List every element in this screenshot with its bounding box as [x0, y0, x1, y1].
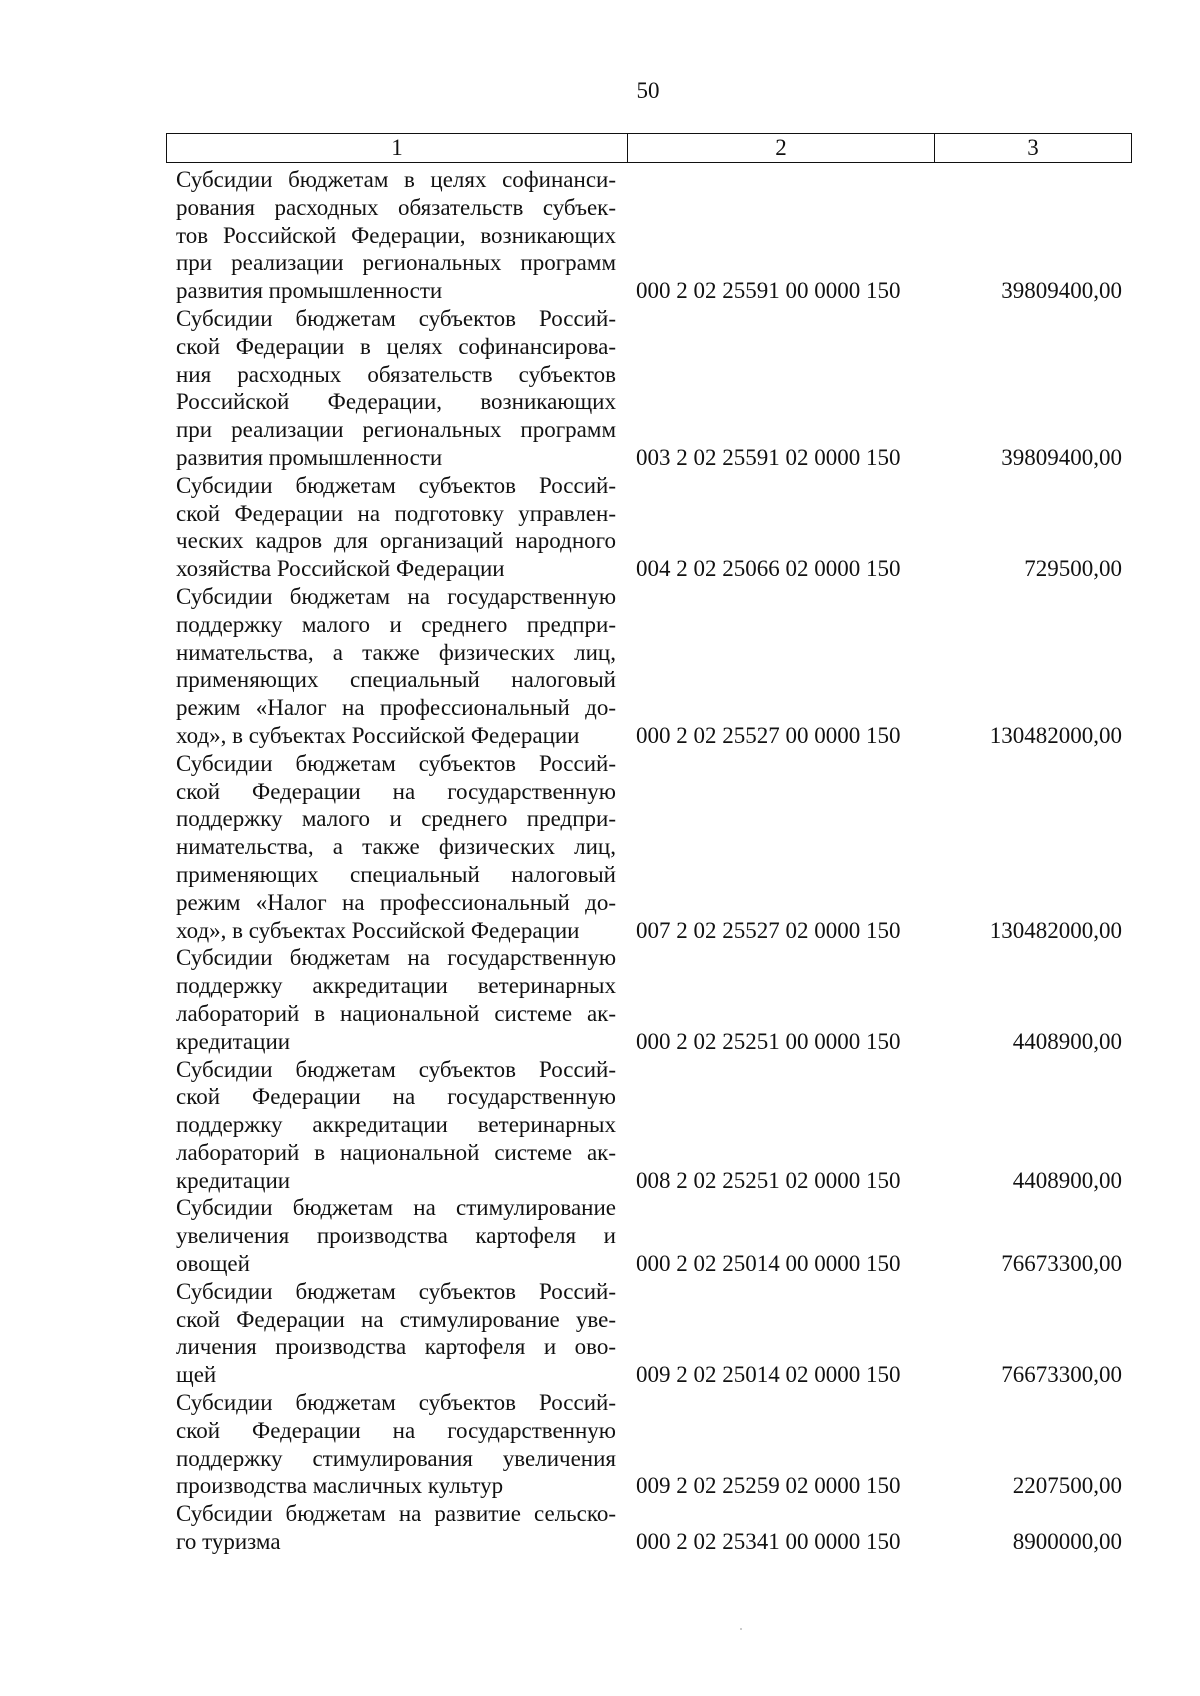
- budget-code: 000 2 02 25527 00 0000 150: [636, 722, 901, 748]
- table-body: [176, 166, 1122, 1556]
- amount: 39809400,00: [1001, 278, 1122, 304]
- table-row: [176, 1500, 1122, 1556]
- description-line: Субсидии бюджетам на развитие сельско-: [176, 1501, 616, 1527]
- description-line: поддержку малого и среднего предпри-: [176, 611, 616, 637]
- description-line: Субсидии бюджетам на государственную: [176, 583, 616, 609]
- table-row: [176, 1194, 1122, 1277]
- description-line: личения производства картофеля и ово-: [176, 1334, 616, 1360]
- description-line: развития промышленности: [176, 278, 443, 304]
- budget-code: 000 2 02 25341 00 0000 150: [636, 1529, 901, 1555]
- description-line: увеличения производства картофеля и: [176, 1223, 616, 1249]
- header-col-2: 2: [628, 134, 935, 162]
- description-line: нимательства, а также физических лиц,: [176, 834, 616, 860]
- description-line: развития промышленности: [176, 444, 443, 470]
- amount: 8900000,00: [1012, 1529, 1122, 1555]
- description-line: применяющих специальный налоговый: [176, 667, 616, 693]
- row-description: [176, 1500, 616, 1556]
- description-line: кредитации: [176, 1028, 291, 1054]
- description-line: Субсидии бюджетам субъектов Россий-: [176, 1278, 616, 1304]
- description-line: хозяйства Российской Федерации: [176, 556, 505, 582]
- description-line: тов Российской Федерации, возникающих: [176, 222, 616, 248]
- budget-code: 000 2 02 25591 00 0000 150: [636, 278, 901, 304]
- row-description: [176, 305, 616, 472]
- description-line: ход», в субъектах Российской Федерации: [176, 917, 580, 943]
- description-line: поддержку малого и среднего предпри-: [176, 806, 616, 832]
- description-line: поддержку аккредитации ветеринарных: [176, 1112, 616, 1138]
- row-description: [176, 1278, 616, 1389]
- description-line: ской Федерации на стимулирование уве-: [176, 1306, 616, 1332]
- description-line: Субсидии бюджетам на стимулирование: [176, 1195, 616, 1221]
- table-row: [176, 944, 1122, 1055]
- description-line: поддержку аккредитации ветеринарных: [176, 973, 616, 999]
- table-row: [176, 1056, 1122, 1195]
- budget-code: 003 2 02 25591 02 0000 150: [636, 444, 901, 470]
- description-line: го туризма: [176, 1529, 281, 1555]
- description-line: режим «Налог на профессиональный до-: [176, 889, 616, 915]
- description-line: ской Федерации на государственную: [176, 1084, 616, 1110]
- amount: 4408900,00: [1012, 1167, 1122, 1193]
- description-line: ской Федерации в целях софинансирова-: [176, 333, 616, 359]
- header-col-3: 3: [1027, 135, 1039, 160]
- description-line: производства масличных культур: [176, 1473, 504, 1499]
- page-number: 50: [636, 78, 660, 103]
- description-line: ния расходных обязательств субъектов: [176, 361, 616, 387]
- description-line: Субсидии бюджетам субъектов Россий-: [176, 1390, 616, 1416]
- description-line: ской Федерации на государственную: [176, 1417, 616, 1443]
- row-description: [176, 1056, 616, 1195]
- description-line: ской Федерации на государственную: [176, 778, 616, 804]
- budget-code: 009 2 02 25259 02 0000 150: [636, 1473, 901, 1499]
- amount: 130482000,00: [989, 722, 1122, 748]
- description-line: овощей: [176, 1251, 250, 1277]
- description-line: нимательства, а также физических лиц,: [176, 639, 616, 665]
- scan-speck: [740, 1628, 742, 1630]
- row-description: [176, 1389, 616, 1500]
- table-row: [176, 1389, 1122, 1500]
- table-header: [166, 133, 1132, 163]
- row-description: [176, 472, 616, 583]
- description-line: рования расходных обязательств субъек-: [176, 194, 616, 220]
- amount: 130482000,00: [989, 917, 1122, 943]
- table-row: [176, 1278, 1122, 1389]
- description-line: ской Федерации на подготовку управлен-: [176, 500, 616, 526]
- amount: 2207500,00: [1012, 1473, 1122, 1499]
- description-line: при реализации региональных программ: [176, 417, 616, 443]
- description-line: ческих кадров для организаций народного: [176, 528, 616, 554]
- row-description: [176, 166, 616, 305]
- budget-code: 008 2 02 25251 02 0000 150: [636, 1167, 901, 1193]
- table-row: [176, 583, 1122, 750]
- table-row: [176, 472, 1122, 583]
- description-line: Российской Федерации, возникающих: [176, 389, 616, 415]
- description-line: Субсидии бюджетам субъектов Россий-: [176, 305, 616, 331]
- budget-code: 000 2 02 25251 00 0000 150: [636, 1028, 901, 1054]
- description-line: Субсидии бюджетам на государственную: [176, 945, 616, 971]
- row-description: [176, 1194, 616, 1277]
- description-line: Субсидии бюджетам субъектов Россий-: [176, 750, 616, 776]
- description-line: Субсидии бюджетам субъектов Россий-: [176, 1056, 616, 1082]
- amount: 39809400,00: [1001, 444, 1122, 470]
- description-line: Субсидии бюджетам в целях софинанси-: [176, 167, 616, 192]
- description-line: поддержку стимулирования увеличения: [176, 1445, 616, 1471]
- amount: 4408900,00: [1012, 1028, 1122, 1054]
- description-line: кредитации: [176, 1167, 291, 1193]
- header-col-1: 1: [167, 134, 628, 162]
- row-description: [176, 583, 616, 750]
- amount: 729500,00: [1024, 556, 1122, 582]
- amount: 76673300,00: [1001, 1251, 1122, 1277]
- description-line: щей: [176, 1362, 217, 1388]
- description-line: лабораторий в национальной системе ак-: [176, 1139, 616, 1165]
- budget-code: 009 2 02 25014 02 0000 150: [636, 1362, 901, 1388]
- table-row: [176, 305, 1122, 472]
- description-line: применяющих специальный налоговый: [176, 861, 616, 887]
- budget-code: 004 2 02 25066 02 0000 150: [636, 556, 901, 582]
- amount: 76673300,00: [1001, 1362, 1122, 1388]
- budget-code: 007 2 02 25527 02 0000 150: [636, 917, 901, 943]
- table-row: [176, 166, 1122, 305]
- row-description: [176, 944, 616, 1055]
- row-description: [176, 750, 616, 945]
- table-row: [176, 750, 1122, 945]
- budget-code: 000 2 02 25014 00 0000 150: [636, 1251, 901, 1277]
- description-line: при реализации региональных программ: [176, 250, 616, 276]
- description-line: ход», в субъектах Российской Федерации: [176, 722, 580, 748]
- description-line: лабораторий в национальной системе ак-: [176, 1000, 616, 1026]
- description-line: Субсидии бюджетам субъектов Россий-: [176, 472, 616, 498]
- description-line: режим «Налог на профессиональный до-: [176, 695, 616, 721]
